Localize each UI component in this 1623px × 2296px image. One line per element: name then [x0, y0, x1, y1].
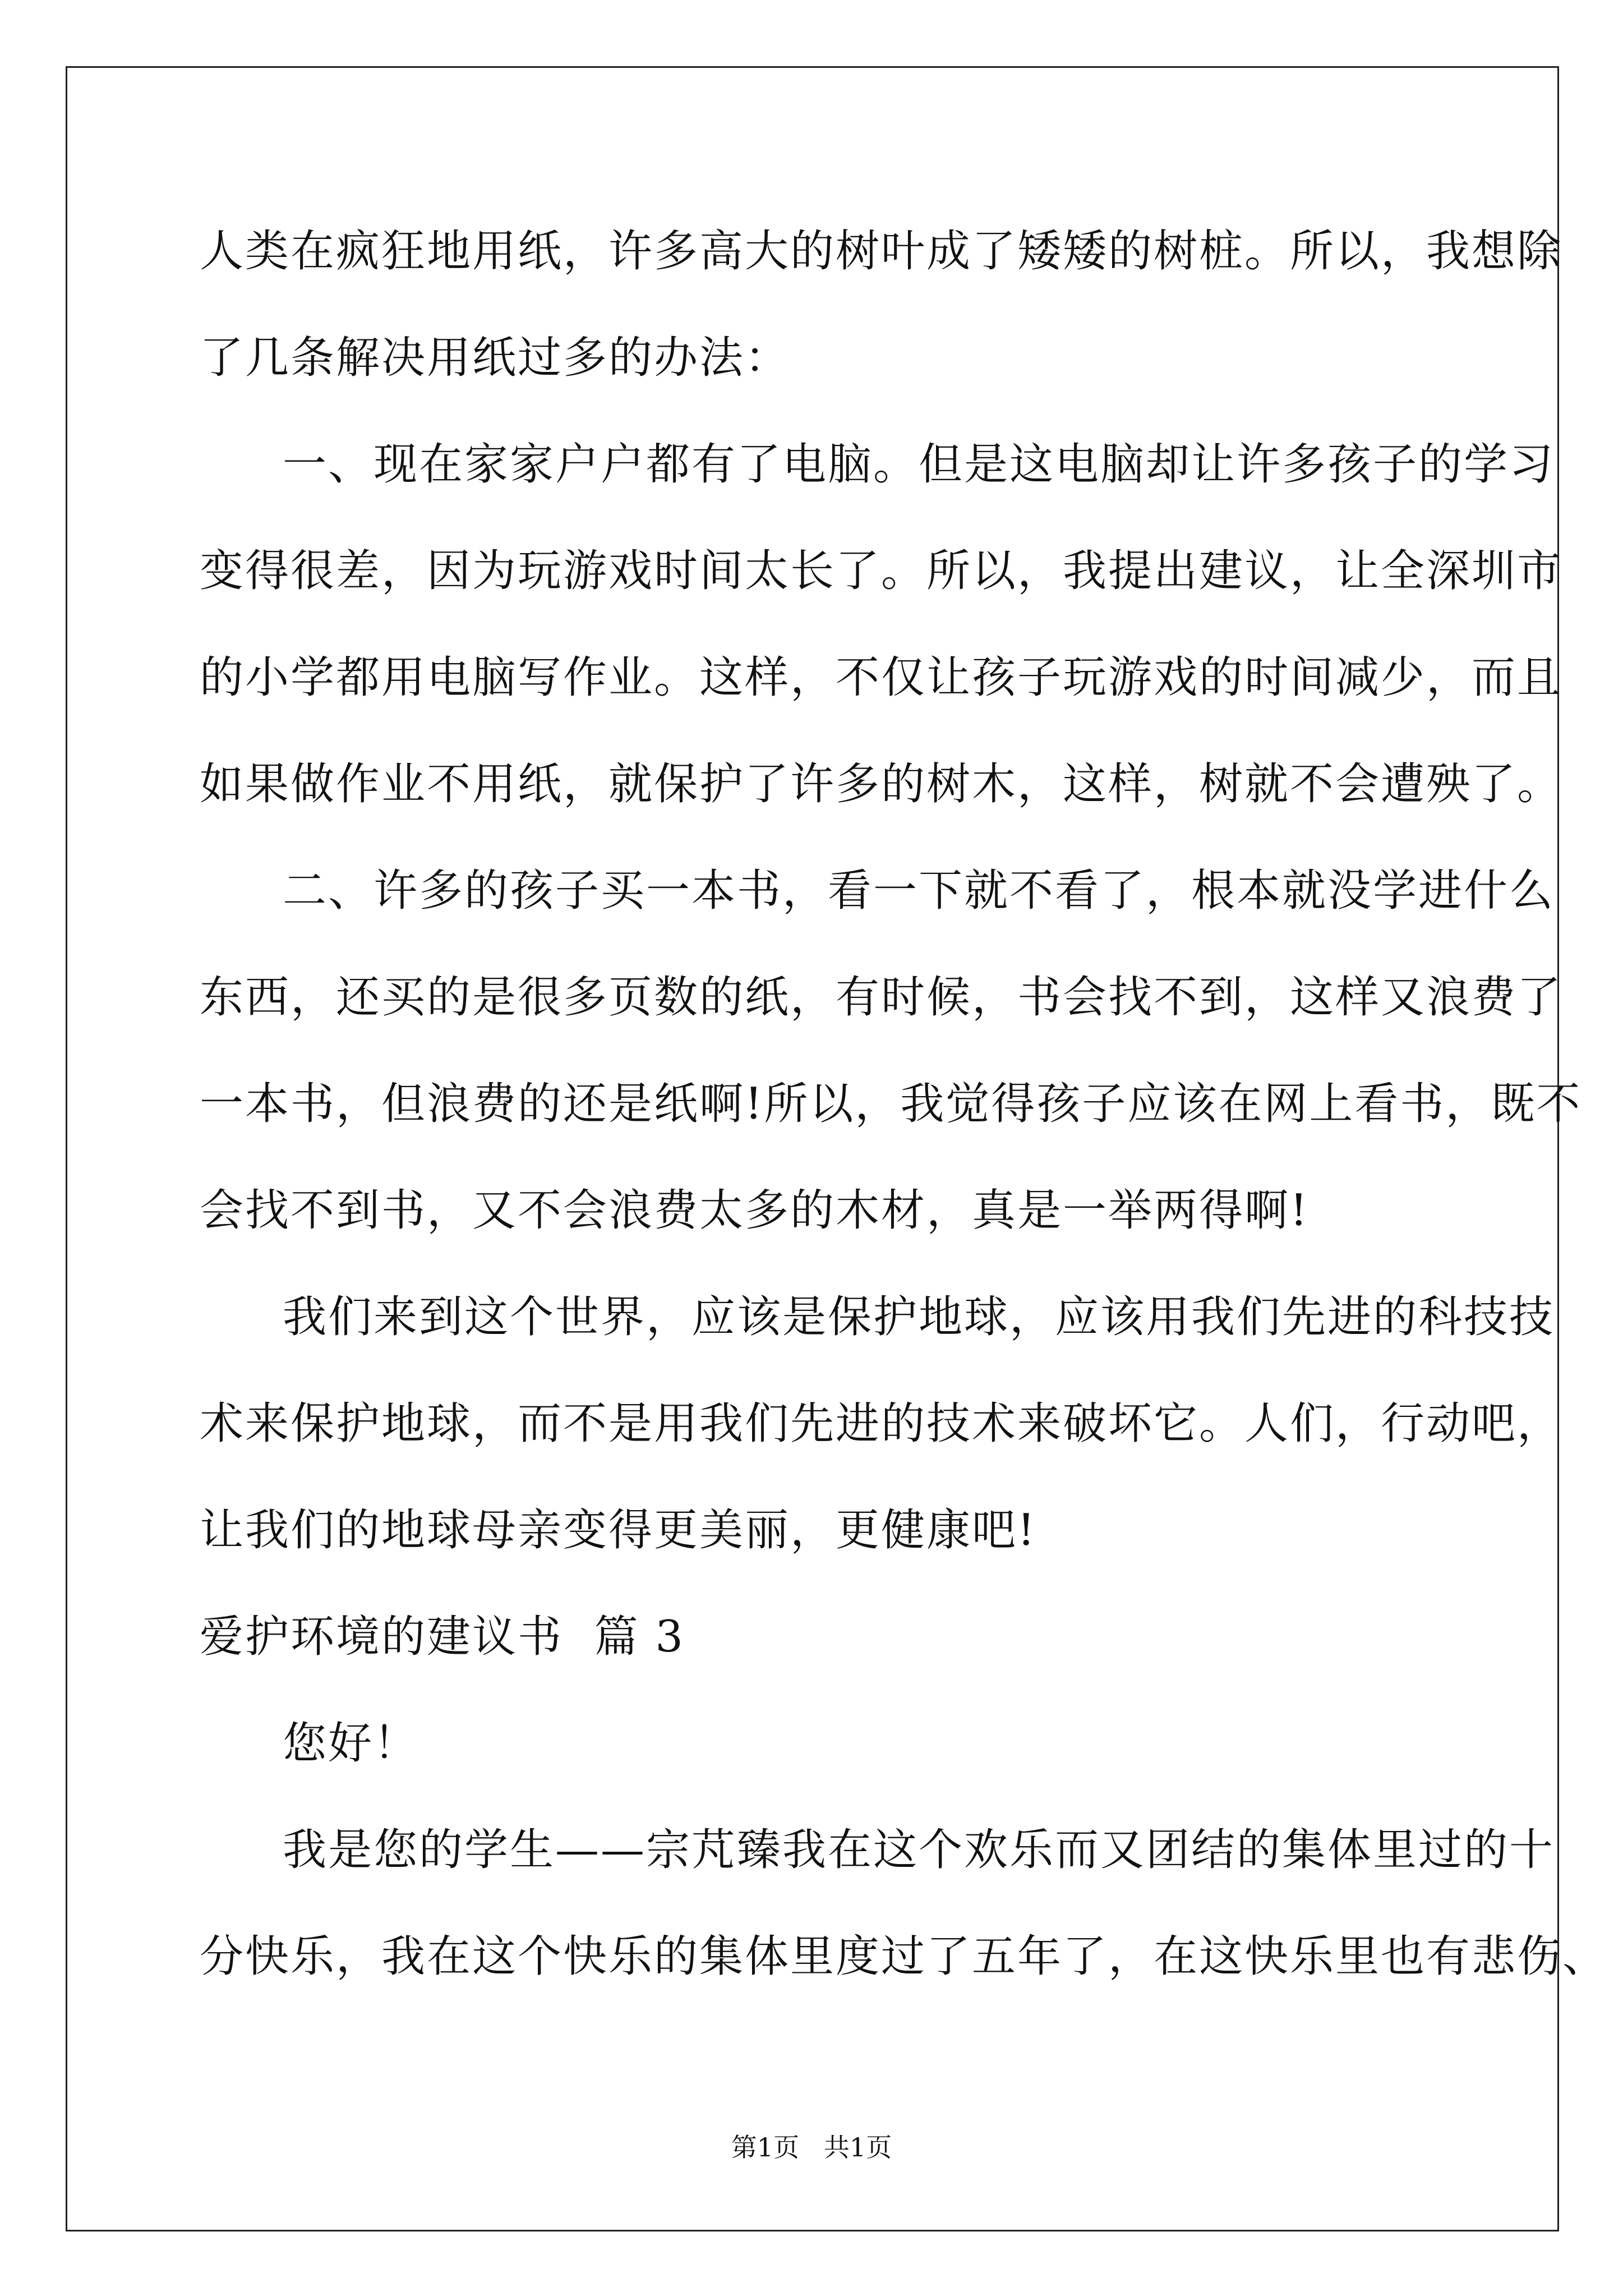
paragraph-line: 术来保护地球，而不是用我们先进的技术来破坏它。人们，行动吧，	[200, 1398, 1563, 1449]
page-number-footer: 第1页 共1页	[731, 2132, 892, 2162]
paragraph-line: 如果做作业不用纸，就保护了许多的树木，这样，树就不会遭殃了。	[200, 759, 1563, 809]
paragraph-line: 变得很差，因为玩游戏时间太长了。所以，我提出建议，让全深圳市	[200, 546, 1563, 596]
page-border	[66, 66, 1559, 2231]
paragraph-line: 的小学都用电脑写作业。这样，不仅让孩子玩游戏的时间减少，而且	[200, 652, 1563, 703]
paragraph-line: 二、许多的孩子买一本书，看一下就不看了，根本就没学进什么	[283, 866, 1555, 916]
section-heading: 爱护环境的建议书 篇 3	[200, 1612, 685, 1662]
paragraph-line: 人类在疯狂地用纸，许多高大的树叶成了矮矮的树桩。所以，我想除	[200, 226, 1563, 277]
paragraph-line: 分快乐，我在这个快乐的集体里度过了五年了，在这快乐里也有悲伤、	[200, 1931, 1608, 1982]
paragraph-line: 会找不到书，又不会浪费太多的木材，真是一举两得啊!	[200, 1185, 1310, 1236]
greeting-line: 您好！	[283, 1718, 419, 1769]
paragraph-line: 东西，还买的是很多页数的纸，有时候，书会找不到，这样又浪费了	[200, 972, 1563, 1023]
paragraph-line: 我是您的学生——宗芃臻我在这个欢乐而又团结的集体里过的十	[283, 1825, 1555, 1875]
paragraph-line: 我们来到这个世界，应该是保护地球，应该用我们先进的科技技	[283, 1292, 1555, 1342]
paragraph-line: 一本书，但浪费的还是纸啊!所以，我觉得孩子应该在网上看书，既不	[200, 1079, 1582, 1129]
paragraph-line: 一、现在家家户户都有了电脑。但是这电脑却让许多孩子的学习	[283, 439, 1555, 490]
paragraph-line: 了几条解决用纸过多的办法：	[200, 333, 791, 383]
paragraph-line: 让我们的地球母亲变得更美丽，更健康吧!	[200, 1505, 1037, 1556]
